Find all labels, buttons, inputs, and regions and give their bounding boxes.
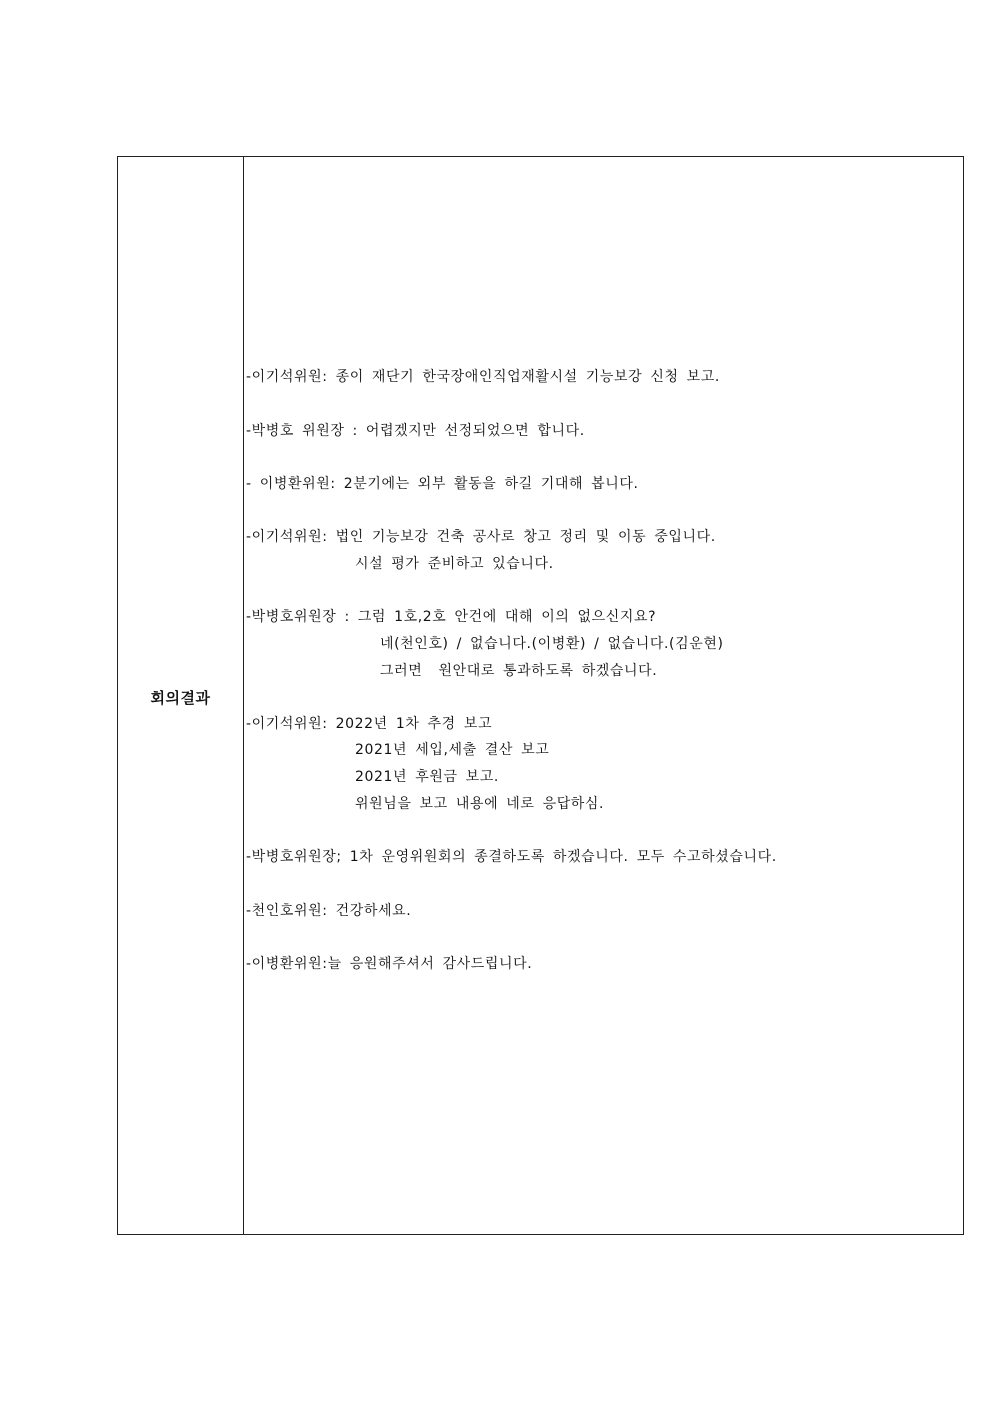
- minutes-table: [117, 156, 964, 1235]
- minutes-line: 2021년 세입,세출 결산 보고: [355, 742, 550, 758]
- minutes-line: 위원님을 보고 내용에 네로 응답하심.: [355, 796, 605, 812]
- minutes-line: -이병환위원:늘 응원해주셔서 감사드립니다.: [246, 956, 533, 972]
- minutes-line: -박병호위원장; 1차 운영위원회의 종결하도록 하겠습니다. 모두 수고하셨습니다.: [246, 849, 777, 865]
- minutes-line: 시설 평가 준비하고 있습니다.: [355, 556, 554, 572]
- minutes-line: -천인호위원: 건강하세요.: [246, 903, 412, 919]
- minutes-line: 네(천인호) / 없습니다.(이병환) / 없습니다.(김운현): [380, 636, 724, 652]
- minutes-line: -이기석위원: 종이 재단기 한국장애인직업재활시설 기능보강 신청 보고.: [246, 369, 720, 385]
- label-cell: [118, 157, 244, 1234]
- minutes-line: 그러면 원안대로 통과하도록 하겠습니다.: [380, 663, 658, 679]
- minutes-line: -이기석위원: 법인 기능보강 건축 공사로 창고 정리 및 이동 중입니다.: [246, 529, 716, 545]
- minutes-line: -박병호위원장 : 그럼 1호,2호 안건에 대해 이의 없으신지요?: [246, 609, 657, 625]
- row-label: 회의결과: [150, 689, 211, 707]
- content-cell: [244, 157, 963, 1234]
- minutes-line: -이기석위원: 2022년 1차 추경 보고: [246, 716, 493, 732]
- minutes-line: - 이병환위원: 2분기에는 외부 활동을 하길 기대해 봅니다.: [246, 476, 639, 492]
- minutes-line: 2021년 후원금 보고.: [355, 769, 499, 785]
- minutes-line: -박병호 위원장 : 어렵겠지만 선정되었으면 합니다.: [246, 423, 585, 439]
